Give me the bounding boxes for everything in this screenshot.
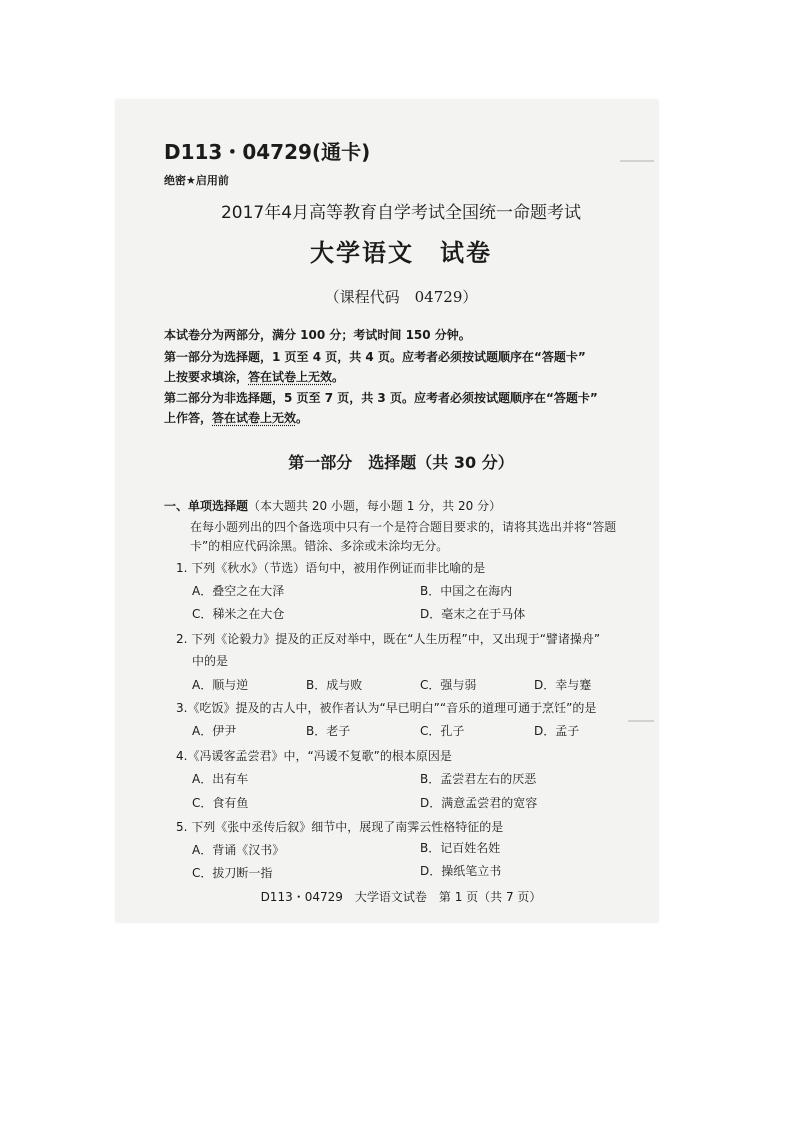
answer-option: A．背诵《汉书》 xyxy=(192,843,285,857)
answer-option: C．孔子 xyxy=(420,724,465,738)
page-footer: D113・04729 大学语文试卷 第 1 页（共 7 页） xyxy=(260,890,542,904)
answer-option: C．稊米之在大仓 xyxy=(192,607,285,621)
emphasis-text: 答在试卷上无效 xyxy=(212,411,297,425)
paper-code: D113・04729(通卡) xyxy=(164,140,371,164)
answer-option: D．孟子 xyxy=(534,724,580,738)
answer-option: A．伊尹 xyxy=(192,724,237,738)
page-edge-divider xyxy=(620,160,654,162)
section-instruction: 卡”的相应代码涂黑。错涂、多涂或未涂均无分。 xyxy=(190,539,449,553)
emphasis-text: 答在试卷上无效 xyxy=(248,370,333,384)
intro-line: 上按要求填涂，答在试卷上无效。 xyxy=(164,370,345,384)
question-stem: 3.《吃饭》提及的古人中，被作者认为“早已明白”“音乐的道理可通于烹饪”的是 xyxy=(176,701,597,715)
answer-option: C．强与弱 xyxy=(420,678,477,692)
question-stem: 2. 下列《论毅力》提及的正反对举中，既在“人生历程”中，又出现于“譬诸操舟” xyxy=(176,632,601,646)
answer-option: D．操纸笔立书 xyxy=(420,864,502,878)
answer-option: B．记百姓名姓 xyxy=(420,841,501,855)
section-heading: 一、单项选择题（本大题共 20 小题，每小题 1 分，共 20 分） xyxy=(164,499,502,513)
intro-line: 本试卷分为两部分，满分 100 分；考试时间 150 分钟。 xyxy=(164,328,471,342)
answer-option: D．满意孟尝君的宽容 xyxy=(420,796,538,810)
course-code: （课程代码 04729） xyxy=(324,288,478,306)
question-stem: 1. 下列《秋水》（节选）语句中，被用作例证而非比喻的是 xyxy=(176,561,486,575)
question-stem: 5. 下列《张中丞传后叙》细节中，展现了南霁云性格特征的是 xyxy=(176,820,504,834)
section-instruction: 在每小题列出的四个备选项中只有一个是符合题目要求的，请将其选出并将“答题 xyxy=(190,520,617,534)
intro-line: 第一部分为选择题，1 页至 4 页，共 4 页。应考者必须按试题顺序在“答题卡” xyxy=(164,350,586,364)
question-stem-continued: 中的是 xyxy=(192,654,229,668)
answer-option: B．中国之在海内 xyxy=(420,584,513,598)
question-stem: 4.《冯谖客孟尝君》中，“冯谖不复歌”的根本原因是 xyxy=(176,749,452,763)
answer-option: A．出有车 xyxy=(192,772,249,786)
answer-option: D．幸与蹇 xyxy=(534,678,592,692)
answer-option: B．老子 xyxy=(306,724,351,738)
answer-option: C．拔刀断一指 xyxy=(192,866,273,880)
answer-option: D．毫末之在于马体 xyxy=(420,607,526,621)
answer-option: B．孟尝君左右的厌恶 xyxy=(420,772,537,786)
intro-line: 第二部分为非选择题，5 页至 7 页，共 3 页。应考者必须按试题顺序在“答题卡” xyxy=(164,391,598,405)
page-edge-divider xyxy=(628,720,654,722)
intro-line: 上作答，答在试卷上无效。 xyxy=(164,411,309,425)
confidential-label: 绝密★启用前 xyxy=(164,174,229,187)
answer-option: B．成与败 xyxy=(306,678,363,692)
answer-option: A．顺与逆 xyxy=(192,678,249,692)
answer-option: A．叠空之在大泽 xyxy=(192,584,285,598)
exam-name: 2017年4月高等教育自学考试全国统一命题考试 xyxy=(220,203,582,223)
page-title: 大学语文 试卷 xyxy=(310,239,492,267)
part-title: 第一部分 选择题（共 30 分） xyxy=(288,453,514,472)
answer-option: C．食有鱼 xyxy=(192,796,249,810)
